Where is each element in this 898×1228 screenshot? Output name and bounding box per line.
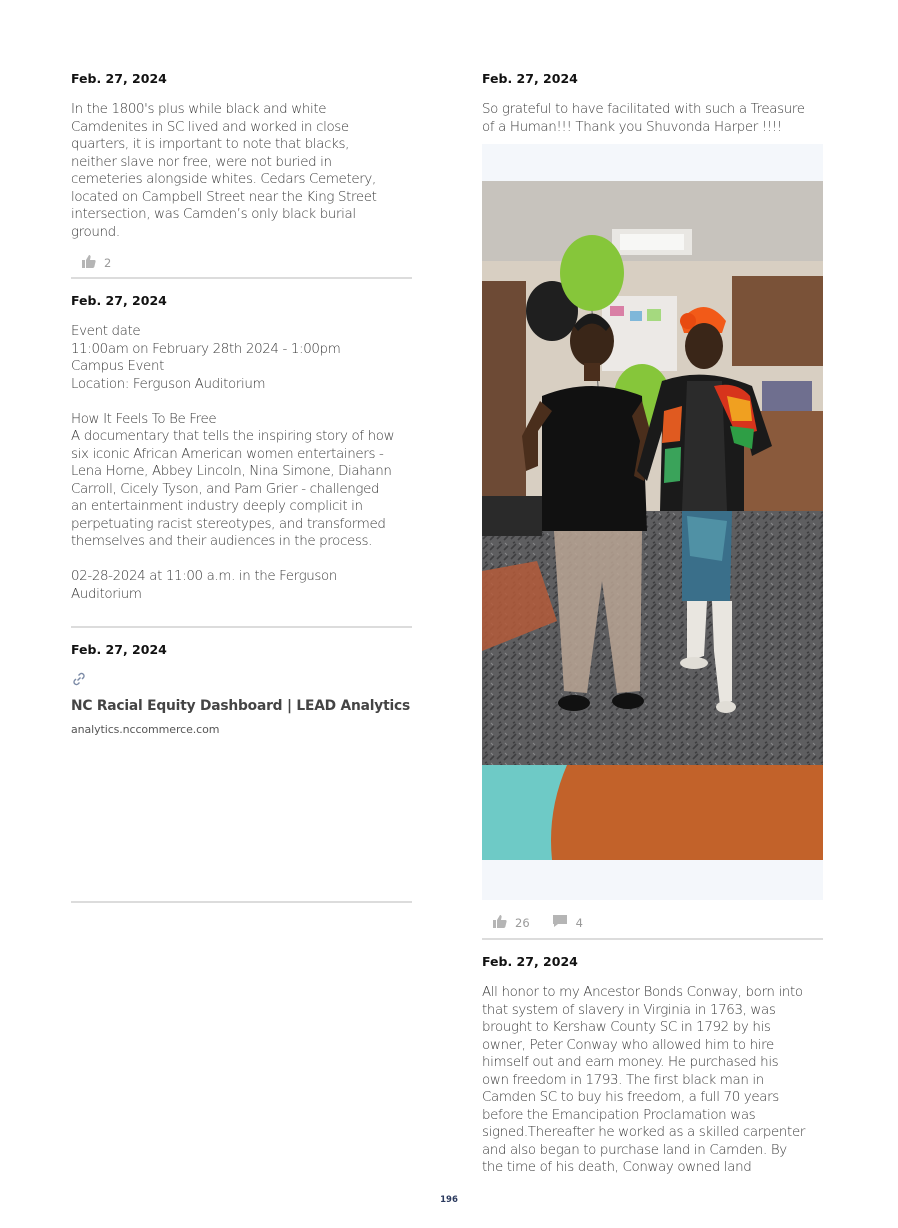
link-url[interactable]: analytics.nccommerce.com <box>71 723 220 736</box>
post-reactions <box>81 254 133 271</box>
divider <box>71 901 412 903</box>
post-photo[interactable] <box>482 181 823 860</box>
link-title[interactable]: NC Racial Equity Dashboard | LEAD Analytics <box>71 698 410 714</box>
post-photo-frame <box>482 144 823 900</box>
post-text: So grateful to have facilitated with such a Treasure of a Human!!! Thank you Shuvonda Harper !!!! <box>482 102 805 135</box>
likes-count: 26 <box>515 915 530 930</box>
thumbs-up-icon[interactable] <box>81 254 96 271</box>
post-date: Feb. 27, 2024 <box>71 642 167 657</box>
post-text: In the 1800's plus while black and white Camdenites in SC lived and worked in close quarters, it is important to note that blacks, neither slave nor free, were not buried in cemeteries alongside whites. Cedars Cemetery, located on Campbell Street near the King Street intersection, was Camden’s only black burial ground. <box>71 102 377 240</box>
post-date: Feb. 27, 2024 <box>71 293 167 308</box>
comments-count: 4 <box>575 915 583 930</box>
link-icon[interactable] <box>71 671 87 687</box>
divider <box>71 626 412 628</box>
divider <box>482 938 823 940</box>
comment-icon[interactable] <box>552 914 568 931</box>
likes-count: 2 <box>104 255 112 270</box>
post-reactions <box>492 914 605 931</box>
post-date: Feb. 27, 2024 <box>71 71 167 86</box>
divider <box>71 277 412 279</box>
post-date: Feb. 27, 2024 <box>482 71 578 86</box>
post-text: All honor to my Ancestor Bonds Conway, born into that system of slavery in Virginia in 1763, was brought to Kershaw County SC in 1792 by his owner, Peter Conway who allowed him to hire himself out and earn money. He purchased his own freedom in 1793. The first black man in Camden SC to buy his freedom, a full 70 years before the Emancipation Proclamation was signed.Thereafter he worked as a skilled carpenter and also began to purchase land in Camden. By the time of his death, Conway owned land <box>482 985 805 1175</box>
post-text: Event date 11:00am on February 28th 2024 - 1:00pm Campus Event Location: Ferguson Auditorium How It Feels To Be Free A documentary that tells the inspiring story of how six iconic African American women entertainers - Lena Horne, Abbey Lincoln, Nina Simone, Diahann Carroll, Cicely Tyson, and Pam Grier - challenged an entertainment industry deeply complicit in perpetuating racist stereotypes, and transformed themselves and their audiences in the process. 02-28-2024 at 11:00 a.m. in the Ferguson Auditorium <box>71 324 395 602</box>
thumbs-up-icon[interactable] <box>492 914 507 931</box>
page-number: 196 <box>440 1195 458 1205</box>
post-date: Feb. 27, 2024 <box>482 954 578 969</box>
